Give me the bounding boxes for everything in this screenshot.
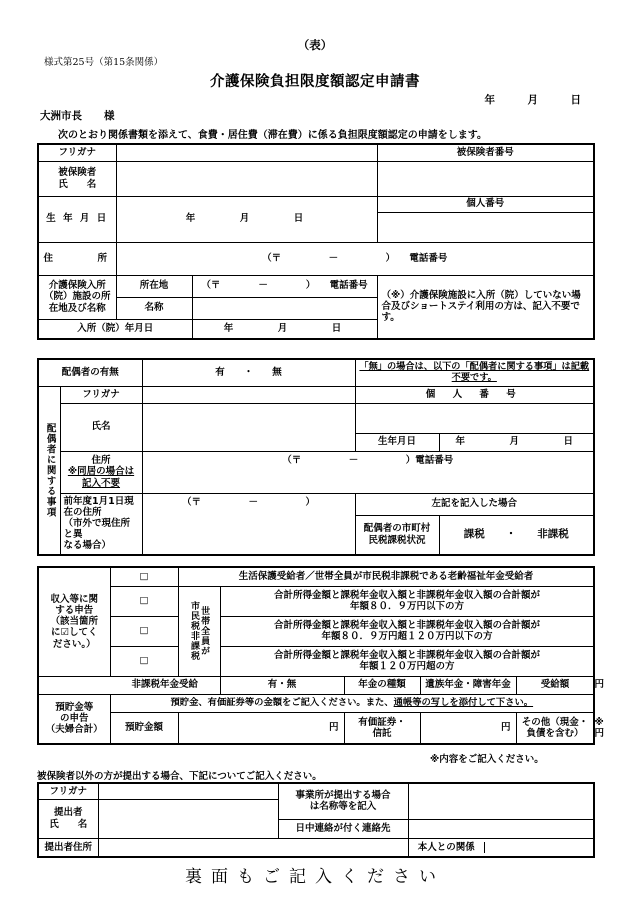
- footer-notice: 裏面もご記入ください: [185, 867, 445, 887]
- page-title: 介護保険負担限度額認定申請書: [210, 74, 420, 90]
- income-side-label-line1: 収入等に関: [50, 593, 98, 605]
- spouse-prev-address-label-line2: 在の住所: [63, 506, 102, 518]
- personal-number-label: 個人番号: [377, 196, 594, 212]
- submitter-furigana-value[interactable]: [98, 783, 278, 799]
- insured-furigana-value[interactable]: [116, 144, 377, 161]
- other-assets-label-line2: 負債を含む）: [526, 727, 584, 739]
- spouse-birth-value[interactable]: 年 月 日: [439, 433, 594, 451]
- spouse-prev-address-label: [60, 493, 142, 555]
- insured-furigana-label: フリガナ: [38, 144, 116, 161]
- securities-amount[interactable]: 円: [420, 712, 516, 744]
- birth-date-value[interactable]: 年 月 日: [116, 196, 377, 242]
- submitter-name-label-line2: 氏 名: [49, 818, 88, 830]
- spouse-furigana-label: フリガナ: [60, 386, 142, 403]
- insured-name-label-line1: 被保険者: [58, 167, 97, 179]
- intro-statement: 次のとおり関係書類を添えて、食費・居住費（滞在費）に係る負担限度額認定の申請をします。: [58, 130, 487, 141]
- facility-label-line2: （院）施設の所: [43, 291, 111, 303]
- spouse-tax-status-options[interactable]: 課税 ・ 非課税: [439, 515, 594, 554]
- other-assets-label-line1: その他（現金・: [521, 716, 589, 728]
- pension-amount-label: 受給額: [516, 676, 594, 694]
- facility-label: [38, 275, 116, 319]
- submitter-name-label: [38, 799, 98, 838]
- submitter-relation-row: [408, 838, 594, 857]
- submitter-contact-label: 日中連絡が付く連絡先: [278, 819, 408, 838]
- facility-label-line1: 介護保険入所: [48, 280, 106, 292]
- savings-instruction: [110, 694, 594, 712]
- spouse-note: 「無」の場合は、以下の「配偶者に関する事項」は記載不要です。: [355, 359, 594, 386]
- addressee-name: 大洲市長: [40, 110, 82, 122]
- savings-footnote: ※内容をご記入ください。: [430, 754, 544, 765]
- submitter-intro: 被保険者以外の方が提出する場合、下記についてご記入ください。: [37, 771, 322, 782]
- spouse-exists-label: 配偶者の有無: [38, 359, 142, 386]
- insured-name-value[interactable]: [116, 161, 377, 196]
- securities-label-line2: 信託: [372, 727, 392, 739]
- spouse-left-note-header: 左記を記入した場合: [355, 493, 594, 515]
- facility-name-label: 名称: [116, 297, 192, 319]
- facility-location-label: 所在地: [116, 275, 192, 297]
- facility-name-value[interactable]: [192, 297, 377, 319]
- securities-label-line1: 有価証券・: [358, 716, 406, 728]
- income-option-2-line1: 合計所得金額と課税年金収入額と非課税年金収入額の合計額が: [274, 589, 541, 601]
- spouse-address-label-line1: 住所: [91, 455, 111, 467]
- submitter-relation-label: 本人との関係: [409, 842, 485, 853]
- spouse-address-label-line3: 記入不要: [82, 477, 121, 489]
- other-assets-unit: 円: [594, 727, 605, 739]
- income-savings-table: 収入等に関 する申告 （該当箇所 に☑してく ださい。） □ 生活保護受給者／世帯全員が市民税非課税である老齢福祉年金受給者 □ 市民税非課税 世帯全員が 合計所得金額と課税年金収入額と非課税年金収入額の合計額が 年額８０．９万円以下の方 □ 合計所得金額と課税年金収入額と非課税年金収入額の合計額が 年額８０．９万円超１２０万円以下の方 □ 合計所得金額と課税年金収入額と非課税年金収入額の合計額が 年額１２０万円超の方 非課税年金受給 有・無 年金の種類 遺族年金・障害年金 受給額 円 預貯金等 の申告 （夫婦合計） 預貯金、有価証券等の金額をご記入ください。また、通帳等の写しを添付して下さい。 預貯金額 円 有価証券・ 信託 円 その他（現金・ 負債を含む） ※ 円: [37, 566, 595, 745]
- income-option-3-line1: 合計所得金額と課税年金収入額と非課税年金収入額の合計額が: [274, 619, 541, 631]
- facility-location-value[interactable]: （〒 － ） 電話番号: [192, 275, 377, 297]
- spouse-address-label: [60, 451, 142, 493]
- income-option-2-text: [220, 586, 594, 616]
- income-side-label-line2: する申告: [55, 604, 94, 616]
- spouse-address-label-line2: ※同居の場合は: [67, 466, 135, 478]
- birth-date-label: 生 年 月 日: [38, 196, 116, 242]
- application-date: 年 月 日: [484, 94, 592, 106]
- securities-label: [344, 712, 420, 744]
- spouse-personal-number-label: 個 人 番 号: [355, 386, 594, 403]
- income-checkbox-2[interactable]: □: [110, 586, 178, 616]
- spouse-name-label: 氏名: [60, 403, 142, 451]
- savings-instruction-underline: 通帳等の写しを添付して下さい。: [393, 696, 534, 708]
- savings-side-label-line2: の申告: [59, 713, 89, 725]
- spouse-tax-status-label-line1: 配偶者の市町村: [363, 523, 431, 535]
- income-side-label-line4: に☑してく: [50, 627, 98, 639]
- spouse-address-value[interactable]: （〒 － ）電話番号: [142, 451, 594, 493]
- deposit-label: 預貯金額: [110, 712, 178, 744]
- submitter-furigana-label: フリガナ: [38, 783, 98, 799]
- income-option-1-text: 生活保護受給者／世帯全員が市民税非課税である老齢福祉年金受給者: [178, 567, 594, 586]
- pension-kind-label: 年金の種類: [344, 676, 420, 694]
- income-option-4-line2: 年額１２０万円超の方: [359, 661, 455, 672]
- income-vertical-label-left: 市民税非課税: [189, 601, 199, 661]
- spouse-table: [37, 358, 595, 556]
- income-side-label-line3: （該当箇所: [50, 616, 98, 628]
- facility-note: （※）介護保険施設に入所（院）していない場合及びショートステイ利用の方は、記入不要です。: [377, 275, 594, 339]
- submitter-address-label: 提出者住所: [38, 838, 98, 857]
- personal-number-boxes[interactable]: [377, 212, 594, 242]
- submitter-address-value[interactable]: [98, 838, 408, 857]
- spouse-furigana-value[interactable]: [142, 386, 355, 403]
- spouse-birth-label: 生年月日: [355, 433, 439, 451]
- spouse-prev-address-label-line1: 前年度1月1日現: [63, 495, 134, 507]
- submitter-contact-value[interactable]: [408, 819, 594, 838]
- deposit-amount[interactable]: 円: [178, 712, 344, 744]
- insured-name-label-line2: 氏 名: [58, 178, 97, 190]
- income-option-4-text: [220, 646, 594, 676]
- submitter-table: [37, 782, 595, 858]
- pension-label: 非課税年金受給: [110, 676, 220, 694]
- spouse-tax-status-label: [355, 515, 439, 554]
- insured-number-boxes[interactable]: [377, 161, 594, 196]
- other-assets-mark: ※: [594, 716, 604, 728]
- pension-yesno[interactable]: 有・無: [220, 676, 344, 694]
- submitter-office-label-line2: は名称等を記入: [309, 801, 377, 813]
- savings-side-label-line1: 預貯金等: [55, 701, 94, 713]
- spouse-prev-address-value[interactable]: （〒 － ）: [142, 493, 355, 555]
- insured-person-table: [37, 143, 595, 340]
- pension-kind-value[interactable]: 遺族年金・障害年金: [420, 676, 516, 694]
- savings-side-label: [38, 694, 110, 744]
- addressee-honorific: 様: [104, 110, 115, 122]
- insured-name-label: [38, 161, 116, 196]
- income-option-4-line1: 合計所得金額と課税年金収入額と非課税年金収入額の合計額が: [274, 649, 541, 661]
- income-checkbox-1[interactable]: □: [110, 567, 178, 586]
- spouse-prev-address-label-line4: なる場合）: [63, 540, 112, 552]
- addressee: [40, 108, 115, 123]
- income-vertical-labels: [178, 586, 220, 676]
- submitter-name-label-line1: 提出者: [53, 807, 83, 819]
- page-side-marker: （表）: [297, 38, 333, 52]
- admission-date-value[interactable]: 年 月 日: [192, 319, 377, 339]
- admission-date-label: 入所（院）年月日: [38, 319, 192, 339]
- savings-instruction-plain: 預貯金、有価証券等の金額をご記入ください。また、: [170, 696, 394, 708]
- submitter-office-value[interactable]: [408, 783, 594, 819]
- submitter-relation-value[interactable]: [485, 842, 594, 853]
- savings-side-label-line3: （夫婦合計）: [45, 724, 103, 736]
- income-option-2-line2: 年額８０．９万円以下の方: [350, 601, 465, 612]
- insured-address-label: 住 所: [38, 242, 116, 275]
- submitter-name-value[interactable]: [98, 799, 278, 838]
- income-side-label: [38, 567, 110, 676]
- form-number: 様式第25号（第15条関係）: [44, 57, 164, 68]
- income-checkbox-4[interactable]: □: [110, 646, 178, 676]
- spouse-personal-number-boxes[interactable]: [355, 403, 594, 433]
- income-vertical-label-right: 世帯全員が: [199, 606, 210, 656]
- spouse-side-label-text: 配偶者に関する事項: [44, 422, 56, 518]
- submitter-office-label-line1: 事業所が提出する場合: [295, 790, 391, 802]
- submitter-office-label: [278, 783, 408, 819]
- pension-row-spacer: [38, 676, 110, 694]
- other-assets-label: [516, 712, 594, 744]
- spouse-prev-address-label-line3: （市外で現住所と異: [63, 517, 131, 541]
- income-option-3-text: [220, 616, 594, 646]
- income-option-3-line2: 年額８０．９万円超１２０万円以下の方: [321, 631, 493, 642]
- spouse-side-label: [38, 386, 60, 555]
- facility-label-line3: 在地及び名称: [48, 302, 106, 314]
- spouse-name-value[interactable]: [142, 403, 355, 451]
- spouse-tax-status-label-line2: 民税課税状況: [368, 534, 426, 546]
- spouse-exists-options[interactable]: 有 ・ 無: [142, 359, 355, 386]
- income-checkbox-3[interactable]: □: [110, 616, 178, 646]
- insured-number-label: 被保険者番号: [377, 144, 594, 161]
- insured-address-value[interactable]: （〒 － ） 電話番号: [116, 242, 594, 275]
- income-side-label-line5: ださい。）: [52, 638, 96, 650]
